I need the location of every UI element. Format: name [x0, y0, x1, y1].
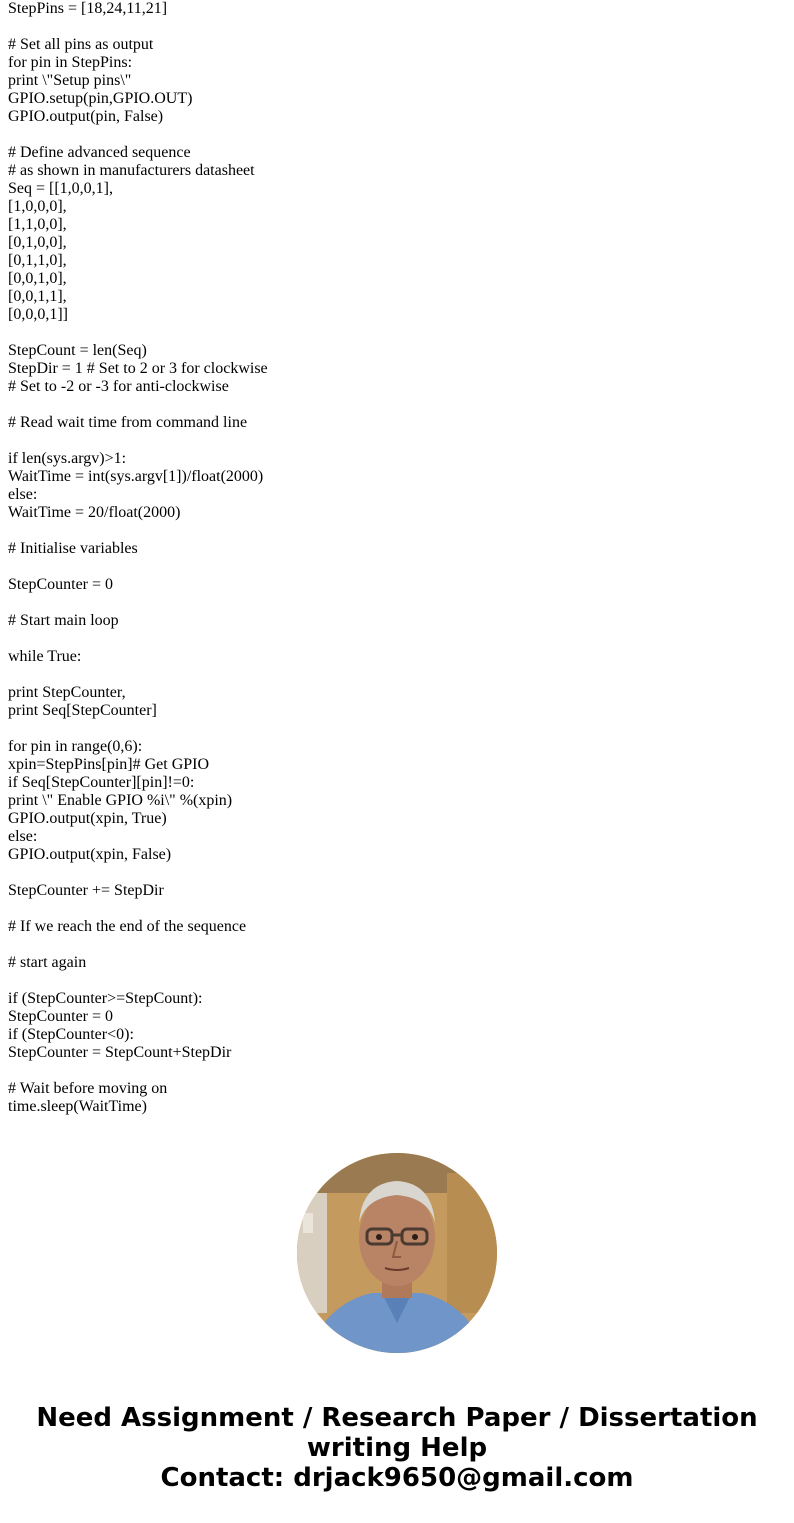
code-line: # Start main loop — [8, 612, 119, 629]
code-line: GPIO.output(pin, False) — [8, 108, 164, 125]
code-line — [8, 522, 778, 540]
code-line: if len(sys.argv)>1: — [8, 450, 127, 467]
code-line: [0,0,0,1]] — [8, 306, 68, 323]
code-line — [8, 594, 778, 612]
code-line: StepCounter += StepDir — [8, 882, 164, 899]
code-line: else: — [8, 828, 38, 845]
code-line: [1,1,0,0], — [8, 216, 67, 233]
code-line: time.sleep(WaitTime) — [8, 1098, 147, 1115]
code-line: [0,1,1,0], — [8, 252, 67, 269]
code-line — [8, 558, 778, 576]
code-line: while True: — [8, 648, 82, 665]
code-line — [8, 936, 778, 954]
code-line: # Read wait time from command line — [8, 414, 248, 431]
code-line: # as shown in manufacturers datasheet — [8, 162, 255, 179]
code-line: if Seq[StepCounter][pin]!=0: — [8, 774, 195, 791]
code-line: GPIO.output(xpin, False) — [8, 846, 172, 863]
code-line — [8, 720, 778, 738]
code-line: if (StepCounter<0): — [8, 1026, 134, 1043]
promo-banner — [0, 1403, 794, 1493]
code-line — [8, 432, 778, 450]
code-line: xpin=StepPins[pin]# Get GPIO — [8, 756, 210, 773]
code-line: # If we reach the end of the sequence — [8, 918, 247, 935]
promo-line-2: writing Help — [306, 1433, 488, 1463]
code-line: print StepCounter, — [8, 684, 126, 701]
code-line: StepCount = len(Seq) — [8, 342, 147, 359]
code-line: for pin in StepPins: — [8, 54, 133, 71]
code-line: print \" Enable GPIO %i\" %(xpin) — [8, 792, 233, 809]
code-line: if (StepCounter>=StepCount): — [8, 990, 203, 1007]
code-line: # Set all pins as output — [8, 36, 154, 53]
code-line: StepCounter = 0 — [8, 576, 114, 593]
code-block — [8, 0, 778, 1116]
promo-line-1: Need Assignment / Research Paper / Dissertation — [36, 1403, 758, 1433]
code-line: # Initialise variables — [8, 540, 138, 557]
code-line: # Define advanced sequence — [8, 144, 191, 161]
code-line — [8, 900, 778, 918]
code-line: GPIO.output(xpin, True) — [8, 810, 167, 827]
code-line: StepPins = [18,24,11,21] — [8, 0, 168, 17]
code-line: print \"Setup pins\" — [8, 72, 132, 89]
code-line: StepCounter = 0 — [8, 1008, 114, 1025]
code-line: Seq = [[1,0,0,1], — [8, 180, 114, 197]
portrait-image — [297, 1153, 497, 1353]
code-line — [8, 1062, 778, 1080]
code-line: [1,0,0,0], — [8, 198, 67, 215]
code-line: print Seq[StepCounter] — [8, 702, 157, 719]
code-line: WaitTime = 20/float(2000) — [8, 504, 181, 521]
code-line — [8, 126, 778, 144]
code-line: # Wait before moving on — [8, 1080, 168, 1097]
code-line — [8, 396, 778, 414]
code-line — [8, 630, 778, 648]
code-line: [0,0,1,0], — [8, 270, 67, 287]
code-line: StepCounter = StepCount+StepDir — [8, 1044, 232, 1061]
code-line: [0,0,1,1], — [8, 288, 67, 305]
code-line: GPIO.setup(pin,GPIO.OUT) — [8, 90, 193, 107]
code-line — [8, 324, 778, 342]
code-line: else: — [8, 486, 38, 503]
code-line: StepDir = 1 # Set to 2 or 3 for clockwise — [8, 360, 268, 377]
code-line: [0,1,0,0], — [8, 234, 67, 251]
promo-line-3: Contact: drjack9650@gmail.com — [160, 1463, 634, 1493]
code-line: # Set to -2 or -3 for anti-clockwise — [8, 378, 229, 395]
code-line — [8, 666, 778, 684]
author-avatar — [297, 1153, 497, 1353]
code-line: for pin in range(0,6): — [8, 738, 143, 755]
code-line: # start again — [8, 954, 87, 971]
code-line: WaitTime = int(sys.argv[1])/float(2000) — [8, 468, 264, 485]
code-line — [8, 18, 778, 36]
code-line — [8, 864, 778, 882]
code-line — [8, 972, 778, 990]
